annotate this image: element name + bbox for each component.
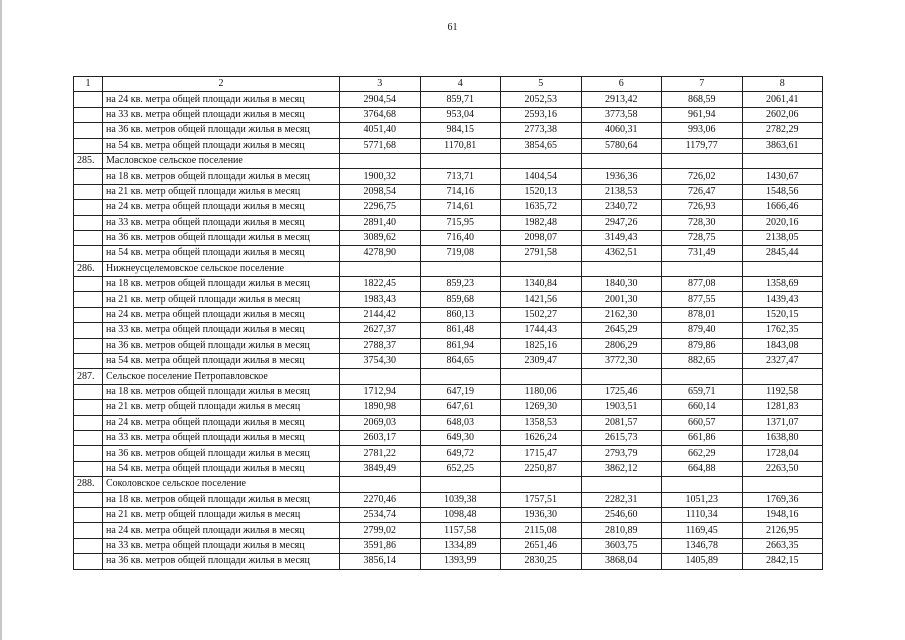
value-cell: 2651,46 <box>501 538 582 553</box>
value-cell: 2799,02 <box>340 523 421 538</box>
table-row <box>74 461 823 476</box>
value-cell: 2913,42 <box>581 92 662 107</box>
table-row <box>74 446 823 461</box>
value-cell: 660,14 <box>662 400 743 415</box>
value-cell: 861,94 <box>420 338 501 353</box>
value-cell: 1762,35 <box>742 323 823 338</box>
value-cell: 1281,83 <box>742 400 823 415</box>
empty-cell <box>742 261 823 276</box>
settlement-row <box>74 153 823 168</box>
value-cell: 859,71 <box>420 92 501 107</box>
value-cell: 2947,26 <box>581 215 662 230</box>
row-number-cell <box>74 492 103 507</box>
settlement-row <box>74 369 823 384</box>
value-cell: 1744,43 <box>501 323 582 338</box>
value-cell: 647,19 <box>420 384 501 399</box>
value-cell: 1421,56 <box>501 292 582 307</box>
empty-cell <box>501 369 582 384</box>
value-cell: 713,71 <box>420 169 501 184</box>
table-row <box>74 246 823 261</box>
value-cell: 1900,32 <box>340 169 421 184</box>
value-cell: 2806,29 <box>581 338 662 353</box>
value-cell: 1269,30 <box>501 400 582 415</box>
row-number-cell <box>74 107 103 122</box>
value-cell: 878,01 <box>662 307 743 322</box>
settlement-name: Масловское сельское поселение <box>103 153 340 168</box>
value-cell: 2615,73 <box>581 430 662 445</box>
table-row <box>74 507 823 522</box>
value-cell: 2263,50 <box>742 461 823 476</box>
value-cell: 2282,31 <box>581 492 662 507</box>
value-cell: 1520,15 <box>742 307 823 322</box>
row-number-cell <box>74 277 103 292</box>
empty-cell <box>420 153 501 168</box>
value-cell: 1666,46 <box>742 200 823 215</box>
row-description: на 33 кв. метра общей площади жилья в месяц <box>103 430 340 445</box>
table-row <box>74 184 823 199</box>
value-cell: 3773,58 <box>581 107 662 122</box>
value-cell: 2793,79 <box>581 446 662 461</box>
value-cell: 2270,46 <box>340 492 421 507</box>
table-row <box>74 107 823 122</box>
table-row <box>74 384 823 399</box>
value-cell: 1715,47 <box>501 446 582 461</box>
empty-cell <box>340 369 421 384</box>
value-cell: 2603,17 <box>340 430 421 445</box>
row-number-cell <box>74 138 103 153</box>
value-cell: 1340,84 <box>501 277 582 292</box>
row-description: на 24 кв. метра общей площади жилья в месяц <box>103 200 340 215</box>
empty-cell <box>662 369 743 384</box>
value-cell: 3854,65 <box>501 138 582 153</box>
page-edge <box>0 0 2 640</box>
row-number-cell <box>74 461 103 476</box>
value-cell: 660,57 <box>662 415 743 430</box>
table-row <box>74 292 823 307</box>
row-description: на 18 кв. метров общей площади жилья в месяц <box>103 384 340 399</box>
value-cell: 2791,58 <box>501 246 582 261</box>
value-cell: 4278,90 <box>340 246 421 261</box>
value-cell: 1346,78 <box>662 538 743 553</box>
value-cell: 864,65 <box>420 354 501 369</box>
row-description: на 36 кв. метров общей площади жилья в месяц <box>103 123 340 138</box>
empty-cell <box>742 369 823 384</box>
empty-cell <box>581 369 662 384</box>
value-cell: 961,94 <box>662 107 743 122</box>
value-cell: 3603,75 <box>581 538 662 553</box>
table-row <box>74 123 823 138</box>
row-number-cell <box>74 354 103 369</box>
settlement-number: 287. <box>74 369 103 384</box>
value-cell: 1110,34 <box>662 507 743 522</box>
empty-cell <box>340 477 421 492</box>
value-cell: 1430,67 <box>742 169 823 184</box>
value-cell: 2830,25 <box>501 554 582 569</box>
value-cell: 2250,87 <box>501 461 582 476</box>
value-cell: 2069,03 <box>340 415 421 430</box>
row-description: на 54 кв. метра общей площади жилья в месяц <box>103 138 340 153</box>
row-number-cell <box>74 338 103 353</box>
value-cell: 2781,22 <box>340 446 421 461</box>
value-cell: 2126,95 <box>742 523 823 538</box>
value-cell: 1712,94 <box>340 384 421 399</box>
row-number-cell <box>74 292 103 307</box>
row-number-cell <box>74 184 103 199</box>
row-description: на 21 кв. метр общей площади жилья в месяц <box>103 507 340 522</box>
value-cell: 1548,56 <box>742 184 823 199</box>
row-number-cell <box>74 554 103 569</box>
value-cell: 731,49 <box>662 246 743 261</box>
empty-cell <box>662 153 743 168</box>
value-cell: 1520,13 <box>501 184 582 199</box>
value-cell: 1936,36 <box>581 169 662 184</box>
value-cell: 1728,04 <box>742 446 823 461</box>
value-cell: 2782,29 <box>742 123 823 138</box>
row-description: на 21 кв. метр общей площади жилья в месяц <box>103 292 340 307</box>
empty-cell <box>340 261 421 276</box>
value-cell: 3149,43 <box>581 230 662 245</box>
value-cell: 879,40 <box>662 323 743 338</box>
empty-cell <box>420 261 501 276</box>
row-description: на 24 кв. метра общей площади жилья в месяц <box>103 92 340 107</box>
value-cell: 2327,47 <box>742 354 823 369</box>
value-cell: 877,08 <box>662 277 743 292</box>
table-row <box>74 169 823 184</box>
value-cell: 1822,45 <box>340 277 421 292</box>
value-cell: 664,88 <box>662 461 743 476</box>
row-number-cell <box>74 523 103 538</box>
value-cell: 859,23 <box>420 277 501 292</box>
row-description: на 18 кв. метров общей площади жилья в месяц <box>103 492 340 507</box>
value-cell: 2593,16 <box>501 107 582 122</box>
row-description: на 18 кв. метров общей площади жилья в месяц <box>103 277 340 292</box>
value-cell: 1982,48 <box>501 215 582 230</box>
column-number: 4 <box>420 77 501 92</box>
row-number-cell <box>74 123 103 138</box>
value-cell: 1635,72 <box>501 200 582 215</box>
value-cell: 652,25 <box>420 461 501 476</box>
value-cell: 861,48 <box>420 323 501 338</box>
row-number-cell <box>74 446 103 461</box>
value-cell: 726,93 <box>662 200 743 215</box>
empty-cell <box>742 477 823 492</box>
column-number-row <box>74 77 823 92</box>
row-description: на 24 кв. метра общей площади жилья в месяц <box>103 415 340 430</box>
table-row <box>74 415 823 430</box>
value-cell: 2534,74 <box>340 507 421 522</box>
value-cell: 1334,89 <box>420 538 501 553</box>
value-cell: 2162,30 <box>581 307 662 322</box>
value-cell: 714,61 <box>420 200 501 215</box>
table-row <box>74 307 823 322</box>
value-cell: 2020,16 <box>742 215 823 230</box>
value-cell: 1502,27 <box>501 307 582 322</box>
settlement-row <box>74 261 823 276</box>
table-row <box>74 400 823 415</box>
empty-cell <box>501 261 582 276</box>
empty-cell <box>501 153 582 168</box>
value-cell: 1843,08 <box>742 338 823 353</box>
row-description: на 36 кв. метров общей площади жилья в месяц <box>103 446 340 461</box>
table-row <box>74 277 823 292</box>
value-cell: 1405,89 <box>662 554 743 569</box>
row-description: на 54 кв. метра общей площади жилья в месяц <box>103 461 340 476</box>
value-cell: 2627,37 <box>340 323 421 338</box>
value-cell: 2904,54 <box>340 92 421 107</box>
row-number-cell <box>74 538 103 553</box>
value-cell: 1098,48 <box>420 507 501 522</box>
value-cell: 2340,72 <box>581 200 662 215</box>
value-cell: 1169,45 <box>662 523 743 538</box>
row-number-cell <box>74 92 103 107</box>
value-cell: 1638,80 <box>742 430 823 445</box>
row-number-cell <box>74 307 103 322</box>
value-cell: 5780,64 <box>581 138 662 153</box>
row-description: на 33 кв. метра общей площади жилья в месяц <box>103 215 340 230</box>
empty-cell <box>581 153 662 168</box>
page-number: 61 <box>447 22 458 33</box>
value-cell: 716,40 <box>420 230 501 245</box>
settlement-name: Сельское поселение Петропавловское <box>103 369 340 384</box>
value-cell: 2546,60 <box>581 507 662 522</box>
value-cell: 1179,77 <box>662 138 743 153</box>
row-number-cell <box>74 384 103 399</box>
empty-cell <box>662 477 743 492</box>
row-number-cell <box>74 246 103 261</box>
value-cell: 993,06 <box>662 123 743 138</box>
value-cell: 1626,24 <box>501 430 582 445</box>
value-cell: 1983,43 <box>340 292 421 307</box>
row-description: на 54 кв. метра общей площади жилья в месяц <box>103 246 340 261</box>
row-description: на 36 кв. метров общей площади жилья в месяц <box>103 554 340 569</box>
value-cell: 715,95 <box>420 215 501 230</box>
value-cell: 4051,40 <box>340 123 421 138</box>
value-cell: 2138,53 <box>581 184 662 199</box>
row-description: на 24 кв. метра общей площади жилья в месяц <box>103 523 340 538</box>
empty-cell <box>420 369 501 384</box>
value-cell: 2663,35 <box>742 538 823 553</box>
column-number: 3 <box>340 77 421 92</box>
table-row <box>74 138 823 153</box>
table-row <box>74 492 823 507</box>
settlement-number: 286. <box>74 261 103 276</box>
column-number: 6 <box>581 77 662 92</box>
value-cell: 2845,44 <box>742 246 823 261</box>
value-cell: 1393,99 <box>420 554 501 569</box>
value-cell: 1358,69 <box>742 277 823 292</box>
value-cell: 2061,41 <box>742 92 823 107</box>
row-number-cell <box>74 169 103 184</box>
value-cell: 3754,30 <box>340 354 421 369</box>
value-cell: 3772,30 <box>581 354 662 369</box>
value-cell: 2098,54 <box>340 184 421 199</box>
value-cell: 4060,31 <box>581 123 662 138</box>
value-cell: 649,30 <box>420 430 501 445</box>
row-number-cell <box>74 507 103 522</box>
value-cell: 2842,15 <box>742 554 823 569</box>
row-description: на 33 кв. метра общей площади жилья в месяц <box>103 538 340 553</box>
value-cell: 3862,12 <box>581 461 662 476</box>
value-cell: 5771,68 <box>340 138 421 153</box>
value-cell: 1439,43 <box>742 292 823 307</box>
row-description: на 36 кв. метров общей площади жилья в месяц <box>103 230 340 245</box>
value-cell: 719,08 <box>420 246 501 261</box>
table-row <box>74 323 823 338</box>
row-description: на 21 кв. метр общей площади жилья в месяц <box>103 184 340 199</box>
table-row <box>74 430 823 445</box>
value-cell: 2138,05 <box>742 230 823 245</box>
value-cell: 877,55 <box>662 292 743 307</box>
value-cell: 953,04 <box>420 107 501 122</box>
column-number: 7 <box>662 77 743 92</box>
value-cell: 726,02 <box>662 169 743 184</box>
value-cell: 2052,53 <box>501 92 582 107</box>
settlement-number: 288. <box>74 477 103 492</box>
value-cell: 1371,07 <box>742 415 823 430</box>
settlement-name: Соколовское сельское поселение <box>103 477 340 492</box>
column-number: 5 <box>501 77 582 92</box>
value-cell: 3591,86 <box>340 538 421 553</box>
value-cell: 1725,46 <box>581 384 662 399</box>
value-cell: 2645,29 <box>581 323 662 338</box>
table-row <box>74 200 823 215</box>
settlement-name: Нижнеусцелемовское сельское поселение <box>103 261 340 276</box>
row-number-cell <box>74 230 103 245</box>
table-row <box>74 338 823 353</box>
value-cell: 728,75 <box>662 230 743 245</box>
value-cell: 659,71 <box>662 384 743 399</box>
value-cell: 649,72 <box>420 446 501 461</box>
value-cell: 3856,14 <box>340 554 421 569</box>
empty-cell <box>420 477 501 492</box>
empty-cell <box>662 261 743 276</box>
value-cell: 1170,81 <box>420 138 501 153</box>
value-cell: 1840,30 <box>581 277 662 292</box>
value-cell: 1948,16 <box>742 507 823 522</box>
settlement-row <box>74 477 823 492</box>
value-cell: 3849,49 <box>340 461 421 476</box>
value-cell: 1769,36 <box>742 492 823 507</box>
value-cell: 1358,53 <box>501 415 582 430</box>
value-cell: 2788,37 <box>340 338 421 353</box>
value-cell: 1757,51 <box>501 492 582 507</box>
column-number: 8 <box>742 77 823 92</box>
value-cell: 1180,06 <box>501 384 582 399</box>
table-row <box>74 523 823 538</box>
empty-cell <box>501 477 582 492</box>
table-row <box>74 215 823 230</box>
row-number-cell <box>74 200 103 215</box>
value-cell: 1903,51 <box>581 400 662 415</box>
empty-cell <box>340 153 421 168</box>
table-row <box>74 92 823 107</box>
value-cell: 2602,06 <box>742 107 823 122</box>
value-cell: 3863,61 <box>742 138 823 153</box>
value-cell: 662,29 <box>662 446 743 461</box>
table-row <box>74 230 823 245</box>
value-cell: 2144,42 <box>340 307 421 322</box>
value-cell: 1157,58 <box>420 523 501 538</box>
row-description: на 21 кв. метр общей площади жилья в месяц <box>103 400 340 415</box>
row-description: на 36 кв. метров общей площади жилья в месяц <box>103 338 340 353</box>
row-description: на 24 кв. метра общей площади жилья в месяц <box>103 307 340 322</box>
value-cell: 2810,89 <box>581 523 662 538</box>
value-cell: 3764,68 <box>340 107 421 122</box>
value-cell: 2001,30 <box>581 292 662 307</box>
value-cell: 860,13 <box>420 307 501 322</box>
empty-cell <box>742 153 823 168</box>
value-cell: 3868,04 <box>581 554 662 569</box>
column-number: 1 <box>74 77 103 92</box>
value-cell: 984,15 <box>420 123 501 138</box>
column-number: 2 <box>103 77 340 92</box>
settlement-number: 285. <box>74 153 103 168</box>
table-row <box>74 354 823 369</box>
row-number-cell <box>74 430 103 445</box>
value-cell: 726,47 <box>662 184 743 199</box>
value-cell: 2296,75 <box>340 200 421 215</box>
value-cell: 2098,07 <box>501 230 582 245</box>
value-cell: 728,30 <box>662 215 743 230</box>
row-number-cell <box>74 323 103 338</box>
value-cell: 1825,16 <box>501 338 582 353</box>
value-cell: 648,03 <box>420 415 501 430</box>
table-row <box>74 538 823 553</box>
row-description: на 54 кв. метра общей площади жилья в месяц <box>103 354 340 369</box>
row-number-cell <box>74 400 103 415</box>
value-cell: 1039,38 <box>420 492 501 507</box>
value-cell: 882,65 <box>662 354 743 369</box>
value-cell: 4362,51 <box>581 246 662 261</box>
value-cell: 1890,98 <box>340 400 421 415</box>
value-cell: 2773,38 <box>501 123 582 138</box>
empty-cell <box>581 261 662 276</box>
row-description: на 33 кв. метра общей площади жилья в месяц <box>103 107 340 122</box>
table-row <box>74 554 823 569</box>
table-body <box>74 77 823 570</box>
value-cell: 714,16 <box>420 184 501 199</box>
value-cell: 2309,47 <box>501 354 582 369</box>
row-number-cell <box>74 415 103 430</box>
value-cell: 2891,40 <box>340 215 421 230</box>
value-cell: 868,59 <box>662 92 743 107</box>
row-number-cell <box>74 215 103 230</box>
row-description: на 33 кв. метра общей площади жилья в месяц <box>103 323 340 338</box>
tariff-table <box>73 76 823 570</box>
value-cell: 2115,08 <box>501 523 582 538</box>
value-cell: 1051,23 <box>662 492 743 507</box>
value-cell: 647,61 <box>420 400 501 415</box>
value-cell: 661,86 <box>662 430 743 445</box>
value-cell: 1192,58 <box>742 384 823 399</box>
empty-cell <box>581 477 662 492</box>
value-cell: 1404,54 <box>501 169 582 184</box>
value-cell: 2081,57 <box>581 415 662 430</box>
value-cell: 859,68 <box>420 292 501 307</box>
value-cell: 3089,62 <box>340 230 421 245</box>
value-cell: 1936,30 <box>501 507 582 522</box>
row-description: на 18 кв. метров общей площади жилья в месяц <box>103 169 340 184</box>
value-cell: 879,86 <box>662 338 743 353</box>
